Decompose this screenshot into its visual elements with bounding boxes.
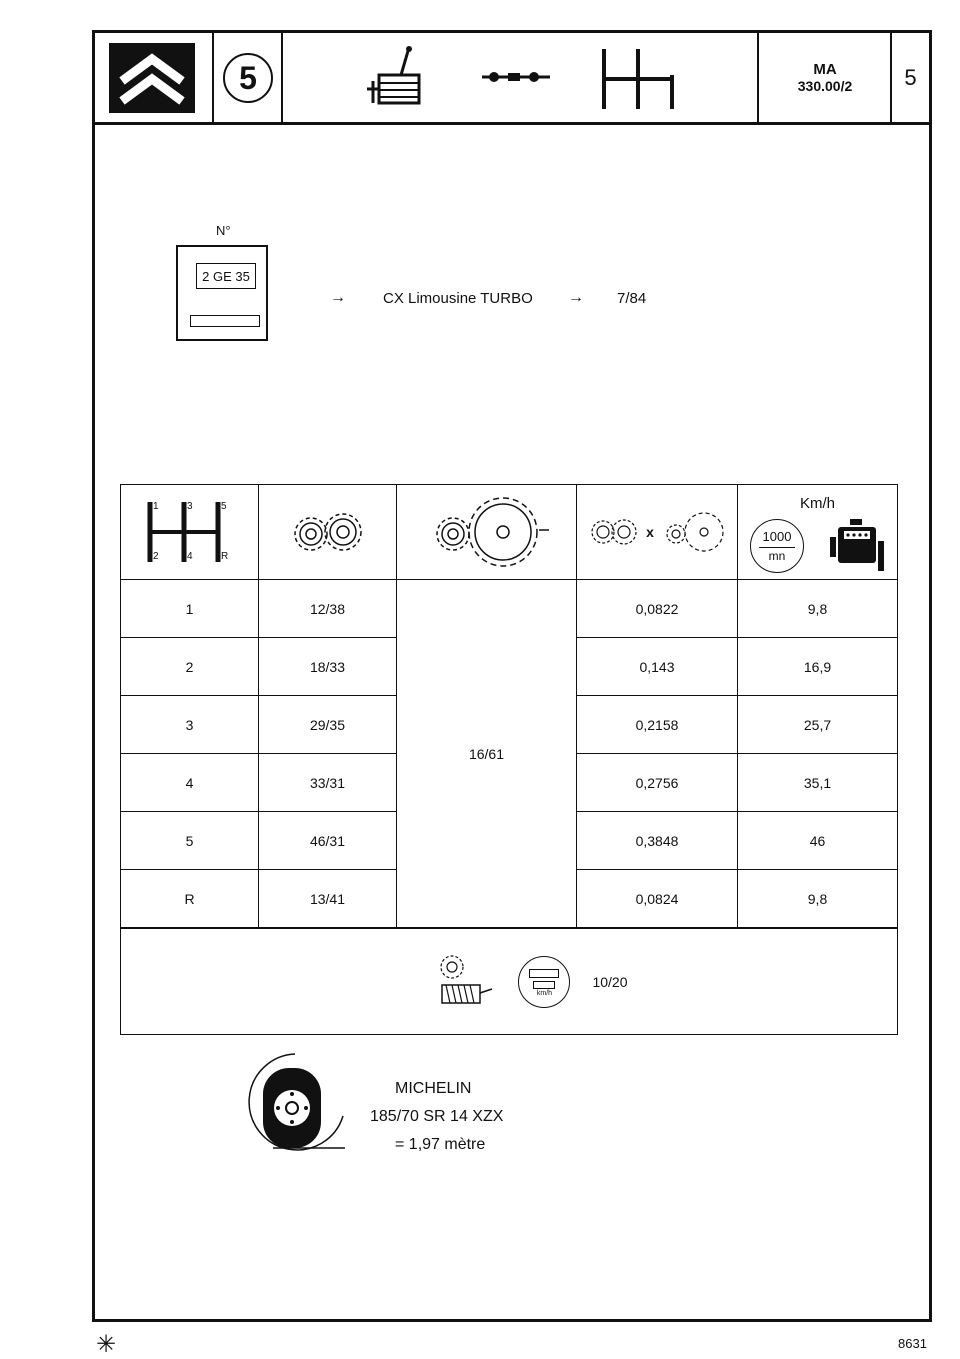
gear-pair-icon bbox=[588, 514, 640, 550]
header-final-drive bbox=[397, 485, 577, 580]
header-gear-pair bbox=[259, 485, 397, 580]
worm-gear-icon bbox=[430, 951, 496, 1013]
speedo-unit: km/h bbox=[536, 989, 553, 997]
arrow-to-model: → bbox=[330, 289, 346, 306]
header-road-speed bbox=[738, 485, 898, 580]
overall-ratio-cell: 0,0824 bbox=[577, 870, 738, 929]
wheel-icon bbox=[245, 1048, 355, 1158]
document-code bbox=[760, 33, 890, 122]
reference-number: 8631 bbox=[898, 1336, 927, 1351]
shift-label: 1 bbox=[153, 501, 159, 512]
identification-plate bbox=[176, 245, 268, 341]
header-overall-ratio bbox=[577, 485, 738, 580]
rpm-bottom: mn bbox=[768, 549, 786, 563]
speed-cell: 25,7 bbox=[738, 696, 898, 754]
final-drive-gears-icon bbox=[417, 492, 557, 572]
tyre-circumference: = 1,97 mètre bbox=[395, 1136, 486, 1153]
shift-label: 3 bbox=[187, 501, 193, 512]
shift-pattern-icon bbox=[598, 45, 678, 113]
speedo-ratio: 10/20 bbox=[592, 973, 628, 990]
model-name: CX Limousine TURBO bbox=[383, 290, 533, 307]
gear-cell: 3 bbox=[121, 696, 259, 754]
shift-label: 4 bbox=[187, 551, 193, 562]
arrow-to-date: → bbox=[568, 289, 584, 306]
page-number: 5 bbox=[904, 64, 917, 90]
gear-lever-icon bbox=[363, 43, 433, 109]
shift-label: 2 bbox=[153, 551, 159, 562]
gear-ratio-cell: 13/41 bbox=[259, 870, 397, 929]
speed-unit-label: Km/h bbox=[799, 495, 835, 512]
speedometer-drive-cell bbox=[121, 928, 898, 1035]
overall-ratio-cell: 0,0822 bbox=[577, 580, 738, 638]
plate-text: 2 GE 35 bbox=[196, 263, 256, 289]
gear-ratio-cell: 18/33 bbox=[259, 638, 397, 696]
gear-ratio-cell: 12/38 bbox=[259, 580, 397, 638]
final-drive-cell bbox=[397, 580, 577, 929]
gear-cell: 5 bbox=[121, 812, 259, 870]
speed-cell: 35,1 bbox=[738, 754, 898, 812]
overall-ratio-cell: 0,143 bbox=[577, 638, 738, 696]
gear-count-badge: 5 bbox=[223, 53, 273, 103]
overall-ratio-cell: 0,2756 bbox=[577, 754, 738, 812]
header-shift-pattern bbox=[121, 485, 259, 580]
number-label: N° bbox=[216, 223, 231, 238]
plate-blank-field bbox=[190, 315, 260, 327]
speedometer-icon bbox=[518, 956, 570, 1008]
overall-ratio-cell: 0,3848 bbox=[577, 812, 738, 870]
overall-ratio-cell: 0,2158 bbox=[577, 696, 738, 754]
document-code-line1: MA bbox=[813, 60, 837, 78]
speed-cell: 46 bbox=[738, 812, 898, 870]
rpm-circle bbox=[750, 519, 804, 573]
engine-icon bbox=[828, 517, 886, 575]
header-band bbox=[95, 33, 929, 125]
tyre-brand: MICHELIN bbox=[395, 1080, 472, 1097]
model-date: 7/84 bbox=[617, 290, 647, 307]
final-drive-value: 16/61 bbox=[468, 745, 505, 762]
shift-label: 5 bbox=[221, 501, 227, 512]
gear-cell: 2 bbox=[121, 638, 259, 696]
gear-ratio-cell: 33/31 bbox=[259, 754, 397, 812]
speedometer-drive-row bbox=[121, 928, 898, 1035]
brand-logo bbox=[109, 43, 195, 113]
speed-cell: 9,8 bbox=[738, 580, 898, 638]
final-drive-gears-icon bbox=[660, 510, 726, 554]
times-sign: x bbox=[646, 524, 654, 540]
rpm-top: 1000 bbox=[762, 529, 792, 544]
gear-cell: 4 bbox=[121, 754, 259, 812]
speed-cell: 9,8 bbox=[738, 870, 898, 929]
table-row bbox=[121, 580, 898, 638]
gear-cell: 1 bbox=[121, 580, 259, 638]
gear-ratio-cell: 46/31 bbox=[259, 812, 397, 870]
gear-cell: R bbox=[121, 870, 259, 929]
gear-pair-icon bbox=[283, 502, 373, 562]
gear-ratio-table bbox=[120, 484, 898, 1035]
shift-label: R bbox=[221, 551, 229, 562]
driveshaft-icon bbox=[480, 67, 552, 87]
tyre-size: 185/70 SR 14 XZX bbox=[370, 1108, 504, 1125]
table-header-row bbox=[121, 485, 898, 580]
gear-ratio-cell: 29/35 bbox=[259, 696, 397, 754]
asterisk-icon: ✳ bbox=[96, 1331, 117, 1358]
speed-cell: 16,9 bbox=[738, 638, 898, 696]
document-code-line2: 330.00/2 bbox=[797, 77, 853, 94]
